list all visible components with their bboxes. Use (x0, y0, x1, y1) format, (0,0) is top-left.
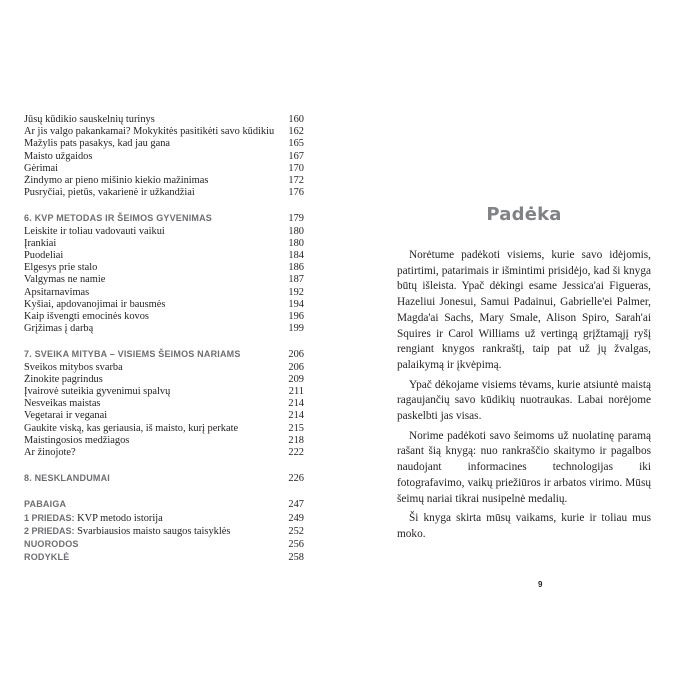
toc-entry: Žindymo ar pieno mišinio kiekio mažinimas 172 (24, 175, 304, 187)
toc-entry: Jūsų kūdikio sauskelnių turinys 160 (24, 114, 304, 125)
body-paragraph: Norėtume padėkoti visiems, kurie savo idėjomis, patirtimi, patarimais ir išmintimi prisidėjo, kad ši knyga būtų išleista. Ypač dėkingi esame Jessica'ai Figueras, Hazeliui Jonesui, Samui Padainui, Gabrielle'ei Palmer, Magda'ai Sachs, Mary Smale, Alison Spiro, Sarah'ai Squires ir Carol Williams už vertingą grįžtamąjį ryšį rengiant knygos rankraštį, taip pat už jų žvalgas, palaikymą ir įkvėpimą. (397, 249, 651, 371)
page-number: 9 (538, 580, 543, 589)
toc-back-matter (24, 498, 304, 564)
toc-entry: Vegetarai ir veganai 214 (24, 410, 304, 422)
toc-entry: Maisto užgaidos 167 (24, 150, 304, 162)
page-title: Padėka (486, 204, 562, 225)
toc-chapter-heading: 6. KVP METODAS IR ŠEIMOS GYVENIMAS 179 (24, 213, 304, 225)
toc-entry: Pusryčiai, pietūs, vakarienė ir užkandžiai 176 (24, 187, 304, 199)
toc-entry: Nesveikas maistas 214 (24, 398, 304, 410)
toc-entry: Leiskite ir toliau vadovauti vaikui 180 (24, 225, 304, 237)
toc-entry: Elgesys prie stalo 186 (24, 262, 304, 274)
toc-entry: Gėrimai 170 (24, 162, 304, 174)
toc-entry: Žinokite pagrindus 209 (24, 373, 304, 385)
toc-entry: Ar jis valgo pakankamai? Mokykitės pasitikėti savo kūdikiu 162 (24, 126, 304, 138)
toc-group-1 (24, 114, 304, 199)
toc-chapter-heading: 7. SVEIKA MITYBA – VISIEMS ŠEIMOS NARIAMS 206 (24, 349, 304, 361)
body-paragraph: Ypač dėkojame visiems tėvams, kurie atsiuntė maistą ragaujančių savo kūdikių nuotraukas. Labai norėjome paskelbti jas visas. (397, 378, 651, 423)
toc-entry: Įvairovė suteikia gyvenimui spalvų 211 (24, 386, 304, 398)
toc-entry: 2 PRIEDAS: Svarbiausios maisto saugos taisyklės 252 (24, 525, 304, 537)
toc-section-7 (24, 348, 304, 459)
acknowledgements-page (397, 200, 651, 547)
toc-entry: 1 PRIEDAS: KVP metodo istorija 249 (24, 512, 304, 524)
toc-entry: Įrankiai 180 (24, 237, 304, 249)
toc-chapter-heading: NUORODOS 256 (24, 539, 304, 551)
toc-section-6 (24, 212, 304, 335)
toc-chapter-heading: 8. NESKLANDUMAI 226 (24, 473, 304, 485)
body-paragraph: Ši knyga skirta mūsų vaikams, kurie ir toliau mus moko. (397, 512, 651, 540)
appendix-label: 1 PRIEDAS: (24, 512, 75, 523)
toc-entry: Puodeliai 184 (24, 250, 304, 262)
table-of-contents (24, 114, 304, 565)
toc-entry: Grįžimas į darbą 199 (24, 323, 304, 335)
toc-entry: Valgymas ne namie 187 (24, 274, 304, 286)
appendix-label: 2 PRIEDAS: (24, 525, 75, 536)
toc-entry: Kyšiai, apdovanojimai ir bausmės 194 (24, 298, 304, 310)
toc-chapter-heading: PABAIGA 247 (24, 499, 304, 511)
toc-entry: Maistingosios medžiagos 218 (24, 434, 304, 446)
toc-entry: Gaukite viską, kas geriausia, iš maisto, kurį perkate 215 (24, 422, 304, 434)
body-paragraph: Norime padėkoti savo šeimoms už nuolatinę paramą rašant šią knygą: nuo rankraščio skaitymo ir pagalbos naudojant informacines technologijas iki fotografavimo, vaikų priežiūros ir arbatos virimo. Mūsų šeimų nariai tikrai nusipelnė medalių. (397, 429, 651, 505)
toc-entry: Mažylis pats pasakys, kad jau gana 165 (24, 138, 304, 150)
toc-chapter-heading: RODYKLĖ 258 (24, 552, 304, 564)
toc-entry: Kaip išvengti emocinės kovos 196 (24, 311, 304, 323)
toc-entry: Sveikos mitybos svarba 206 (24, 361, 304, 373)
toc-entry: Apsitarnavimas 192 (24, 286, 304, 298)
toc-entry: Ar žinojote? 222 (24, 447, 304, 459)
